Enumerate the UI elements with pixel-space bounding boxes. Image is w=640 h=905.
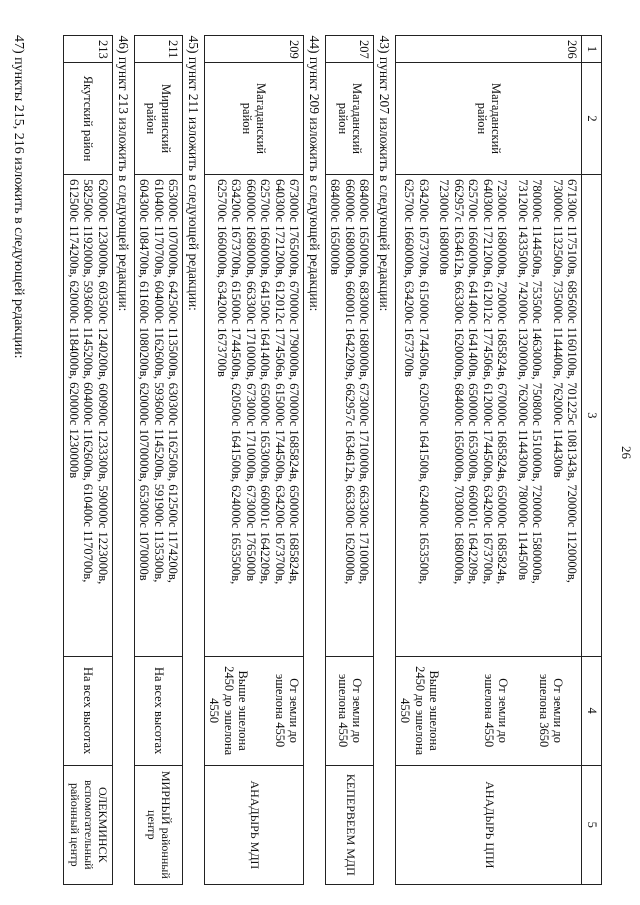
row-number: 207 — [325, 36, 374, 63]
altitude-text: От земли до эшелона 3650 — [537, 673, 566, 748]
coord-line: 625700с 1660000в, 634200с 1673700в — [214, 179, 229, 377]
altitude-text: Выше эшелона 2450 до эшелона 4550 — [398, 666, 442, 756]
altitude-cell: На всех высотах — [64, 656, 113, 765]
district-cell: Магаданский район — [325, 62, 374, 174]
coord-line: 730000с 1132500в, 735000с 1144400в, 762000с 1144300в — [551, 179, 565, 478]
coordinates-cell — [204, 175, 304, 657]
coord-line: 604300с 1084700в, 611600с 1080200в, 620000с 1070000в, 653000с 1070000в — [137, 179, 152, 581]
altitude-text: От земли до эшелона 4550 — [272, 673, 302, 748]
altitude-cell: От земли до эшелона 4550 — [325, 656, 374, 765]
altitude-cell — [204, 656, 304, 765]
body-cell: АНАДЫРЬ МДП — [204, 765, 304, 884]
coord-line: 723000с 1680000в, 720000с 1685824в, 670000с 1685824в, 650000с 1685824в, — [495, 179, 510, 585]
coord-line: 684000с 1650000в, 683000с 1680000в, 673000с 1710000в, 663300с 1710000в, — [357, 179, 372, 585]
coord-line: 612500с 1174200в, 620000с 1184000в, 620000с 1230000в — [66, 179, 81, 479]
coord-line: 780000с 1144500в, 753500с 1463000в, 750800с 1510000в, 720000с 1580000в, — [530, 179, 545, 584]
header-col-3: 3 — [582, 175, 602, 657]
section-row — [374, 36, 396, 885]
table-container — [63, 35, 602, 885]
section-heading-44: 44) пункт 209 изложить в следующей редакции: — [306, 35, 322, 312]
footer-instruction: 47) пункты 215, 216 изложить в следующей редакции: — [11, 35, 26, 359]
table-row-209 — [204, 36, 304, 885]
section-row — [304, 36, 326, 885]
coordinates-cell — [325, 175, 374, 657]
coord-line: 653000с 1070000в, 642500с 1135000в, 630300с 1162500в, 612500с 1174200в, — [166, 179, 181, 583]
row-number: 209 — [204, 36, 304, 63]
body-cell: АНАДЫРЬ ЦПИ — [396, 765, 583, 884]
table-row-206 — [396, 36, 583, 885]
coord-line: 625700с 1660000в, 641500с 1641400в, 650000с 1653000в, 660001с 1642209в, — [258, 179, 273, 585]
section-heading-46: 46) пункт 213 изложить в следующей редакции: — [115, 35, 131, 312]
coord-line: 634200с 1673700в, 615000с 1744500в, 620500с 1641500в, 624000с 1653500в, — [417, 179, 431, 585]
coordinates-cell — [64, 175, 113, 657]
coord-line: 634200с 1673700в, 615000с 1744500в, 620500с 1641500в, 624000с 1653500в, — [229, 179, 244, 585]
coord-line: 620000с 1230000в, 603500с 1240200в, 600900с 1233300в, 590000с 1223000в, — [95, 179, 110, 585]
row-number: 213 — [64, 36, 113, 63]
coord-block — [437, 179, 510, 652]
header-col-2: 2 — [582, 62, 602, 174]
coordinates-cell — [396, 175, 583, 657]
coord-block — [516, 179, 545, 652]
row-number: 206 — [396, 36, 583, 63]
district-cell: Магаданский район — [204, 62, 304, 174]
section-heading-43: 43) пункт 207 изложить в следующей редакции: — [377, 35, 392, 312]
district-cell: Якутский район — [64, 62, 113, 174]
coord-line: 640300с 1721200в, 612012с 1774506в, 612000с 1744500в, 634200с 1673700в, — [481, 179, 495, 585]
coord-line: 610400с 1170700в, 604000с 1162600в, 593600с 1145200в, 591900с 1135300в, — [151, 179, 166, 583]
coord-line: 625700с 1660000в, 634200с 1673700в — [402, 179, 417, 377]
coord-line: 662957с 1634612в, 663300с 1620000в, 684000с 1650000в, 703000с 1680000в, — [452, 179, 466, 585]
body-cell: МИРНЫЙ районный центр — [134, 765, 183, 884]
coord-line: 660000с 1680000в, 663300с 1710000в, 673000с 1710000в, 673000с 1765000в — [243, 179, 258, 582]
coord-line: 671300с 1175100в, 685600с 1160100в, 701225с 1081343в, 720000с 1120000в, — [565, 179, 580, 583]
table-row-211 — [134, 36, 183, 885]
coord-line: 640300с 1721200в, 612012с 1774506в, 615000с 1744500в, 634200с 1673700в, — [272, 179, 287, 585]
table-row-213 — [64, 36, 113, 885]
coordinates-cell — [134, 175, 183, 657]
table-row-207 — [325, 36, 374, 885]
altitude-cell: На всех высотах — [134, 656, 183, 765]
body-cell: ОЛЕКМИНСК вспомогательный районный центр — [64, 765, 113, 884]
header-col-4: 4 — [582, 656, 602, 765]
header-col-1: 1 — [582, 36, 602, 63]
district-cell: Магаданский район — [396, 62, 583, 174]
section-row — [112, 36, 134, 885]
district-cell: Мирнинский район — [134, 62, 183, 174]
coord-line: 625700с 1660000в, 641400с 1641400в, 650000с 1653000в, 660001с 1642209в, — [466, 179, 481, 585]
coord-line: 673000с 1765000в, 670000с 1790000в, 670000с 1685824в, 650000с 1685824в, — [287, 179, 302, 585]
coord-line: 582500с 1192000в, 593600с 1145200в, 604000с 1162600в, 610400с 1170700в, — [81, 179, 96, 583]
altitude-text: Выше эшелона 2450 до эшелона 4550 — [207, 666, 251, 756]
table-header-row — [582, 36, 602, 885]
coord-line: 684000с 1650000в — [328, 179, 343, 275]
page-number: 26 — [619, 446, 634, 459]
header-col-5: 5 — [582, 765, 602, 884]
altitude-cell — [396, 656, 583, 765]
altitude-text: От земли до эшелона 4550 — [482, 673, 511, 748]
airspace-table — [63, 35, 602, 885]
section-row — [183, 36, 205, 885]
coord-line: 731200с 1433500в, 742000с 1320000в, 762000с 1144300в, 780000с 1144500в — [516, 179, 530, 581]
coord-line: 660000с 1680000в, 660001с 1642209в, 662957с 1634612в, 663300с 1620000в, — [342, 179, 357, 585]
row-number: 211 — [134, 36, 183, 63]
section-heading-45: 45) пункт 211 изложить в следующей редакции: — [185, 35, 201, 311]
coord-line: 723000с 1680000в — [437, 179, 452, 275]
coord-block — [402, 179, 431, 652]
body-cell: КЕПЕРВЕЕМ МДП — [325, 765, 374, 884]
